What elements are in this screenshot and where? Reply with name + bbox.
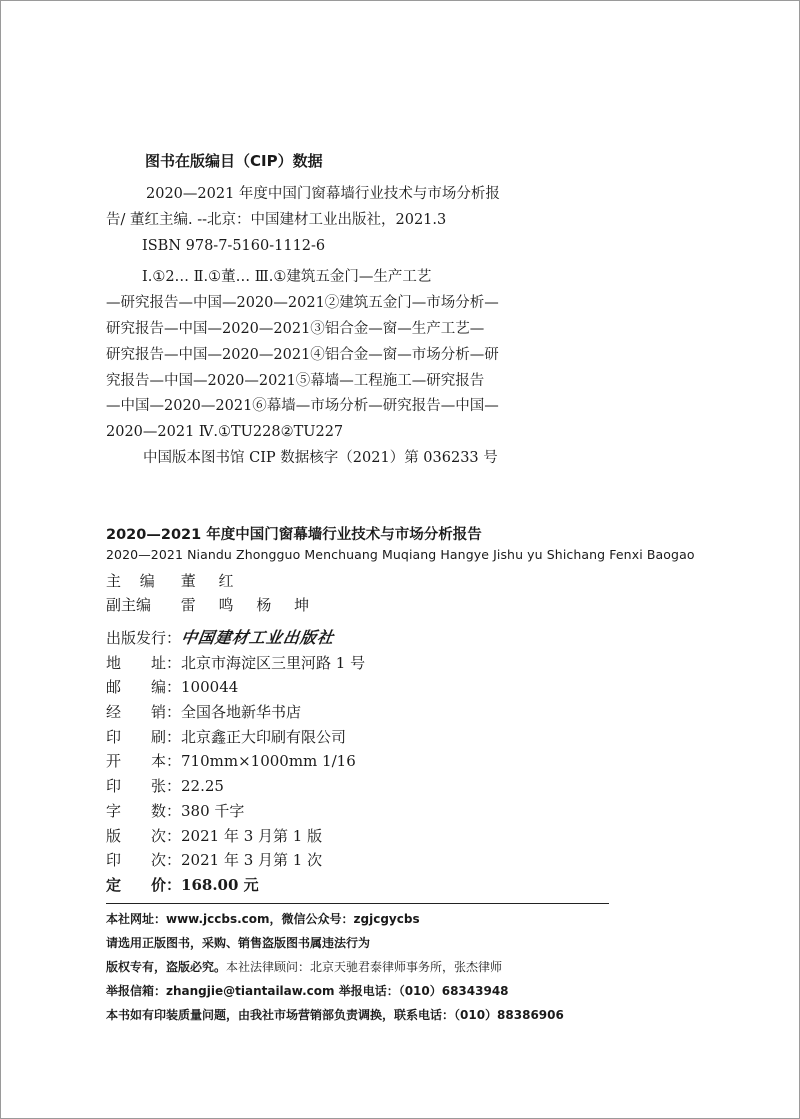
detail-label: 开 本： <box>106 752 182 771</box>
publisher-label: 出版发行： <box>106 629 182 647</box>
price-label: 定 价： <box>106 875 182 894</box>
detail-value: 北京市海淀区三里河路 1 号 <box>181 653 366 672</box>
deputy-editor-names: 雷 鸣 杨 坤 <box>180 596 319 614</box>
piracy-notice: 请选用正版图书，采购、销售盗版图书属违法行为 <box>106 936 371 950</box>
report-contact: 举报信箱：zhangjie@tiantailaw.com 举报电话：（010）68343948 <box>106 984 509 998</box>
detail-label: 版 次： <box>106 826 182 845</box>
cip-line: 研究报告—中国—2020—2021④铝合金—窗—市场分析—研 <box>106 346 499 363</box>
cip-approval-number: 中国版本图书馆 CIP 数据核字（2021）第 036233 号 <box>143 450 498 466</box>
cip-heading: 图书在版编目（CIP）数据 <box>145 152 323 170</box>
copyright-legal-notice <box>106 958 502 975</box>
deputy-editor-line <box>106 594 318 615</box>
publisher-logo: 中国建材工业出版社 <box>179 628 336 647</box>
detail-label: 字 数： <box>106 801 182 820</box>
detail-value: 2021 年 3 月第 1 版 <box>181 826 323 845</box>
detail-label: 邮 编： <box>106 678 182 697</box>
publisher-row <box>106 626 365 651</box>
detail-value: 2021 年 3 月第 1 次 <box>181 851 323 870</box>
cip-record <box>106 182 546 446</box>
divider <box>106 903 609 904</box>
editor-line <box>106 570 243 591</box>
detail-value: 全国各地新华书店 <box>181 703 302 722</box>
publication-details <box>106 626 365 898</box>
detail-value: 710mm×1000mm 1/16 <box>181 752 356 771</box>
cip-line: 2020—2021 年度中国门窗幕墙行业技术与市场分析报 <box>146 186 500 202</box>
detail-label: 经 销： <box>106 703 182 722</box>
book-title: 2020—2021 年度中国门窗幕墙行业技术与市场分析报告 <box>106 527 482 543</box>
website-notice: 本社网址：www.jccbs.com，微信公众号：zgjcgycbs <box>106 912 420 926</box>
cip-line: 究报告—中国—2020—2021⑤幕墙—工程施工—研究报告 <box>106 372 485 389</box>
detail-row <box>106 824 365 849</box>
deputy-editor-label: 副主编 <box>106 596 152 614</box>
cip-line: 告/ 董红主编. --北京：中国建材工业出版社，2021.3 <box>106 211 447 228</box>
detail-row <box>106 651 365 676</box>
detail-value: 22.25 <box>181 777 224 796</box>
detail-value: 380 千字 <box>181 801 245 820</box>
detail-row <box>106 774 365 799</box>
detail-row <box>106 848 365 873</box>
detail-row <box>106 749 365 774</box>
detail-row <box>106 675 365 700</box>
cip-line: —研究报告—中国—2020—2021②建筑五金门—市场分析— <box>106 295 499 312</box>
cip-line: 2020—2021 Ⅳ.①TU228②TU227 <box>106 424 344 441</box>
detail-label: 地 址： <box>106 653 182 672</box>
detail-label: 印 刷： <box>106 727 182 746</box>
detail-row <box>106 700 365 725</box>
editor-label: 主 编 <box>106 572 162 590</box>
book-title-pinyin: 2020—2021 Niandu Zhongguo Menchuang Muqiang Hangye Jishu yu Shichang Fenxi Baogao <box>106 547 695 562</box>
price-value: 168.00 元 <box>181 875 259 894</box>
cip-line: 研究报告—中国—2020—2021③铝合金—窗—生产工艺— <box>106 320 485 337</box>
detail-label: 印 张： <box>106 777 182 796</box>
cip-line: Ⅰ.①2… Ⅱ.①董… Ⅲ.①建筑五金门—生产工艺 <box>142 269 432 286</box>
copyright-reserved: 版权专有，盗版必究。 <box>106 960 227 974</box>
detail-row <box>106 725 365 750</box>
detail-value: 100044 <box>181 678 239 697</box>
price-row <box>106 873 365 898</box>
cip-isbn: ISBN 978-7-5160-1112-6 <box>142 237 326 254</box>
detail-value: 北京鑫正大印刷有限公司 <box>181 727 347 746</box>
detail-label: 印 次： <box>106 851 182 870</box>
editor-name: 董 红 <box>180 572 243 590</box>
legal-counsel: 本社法律顾问：北京天驰君泰律师事务所，张杰律师 <box>226 960 503 974</box>
cip-line: —中国—2020—2021⑥幕墙—市场分析—研究报告—中国— <box>106 398 499 415</box>
detail-row <box>106 799 365 824</box>
quality-contact: 本书如有印装质量问题，由我社市场营销部负责调换，联系电话：（010）88386906 <box>106 1008 564 1022</box>
